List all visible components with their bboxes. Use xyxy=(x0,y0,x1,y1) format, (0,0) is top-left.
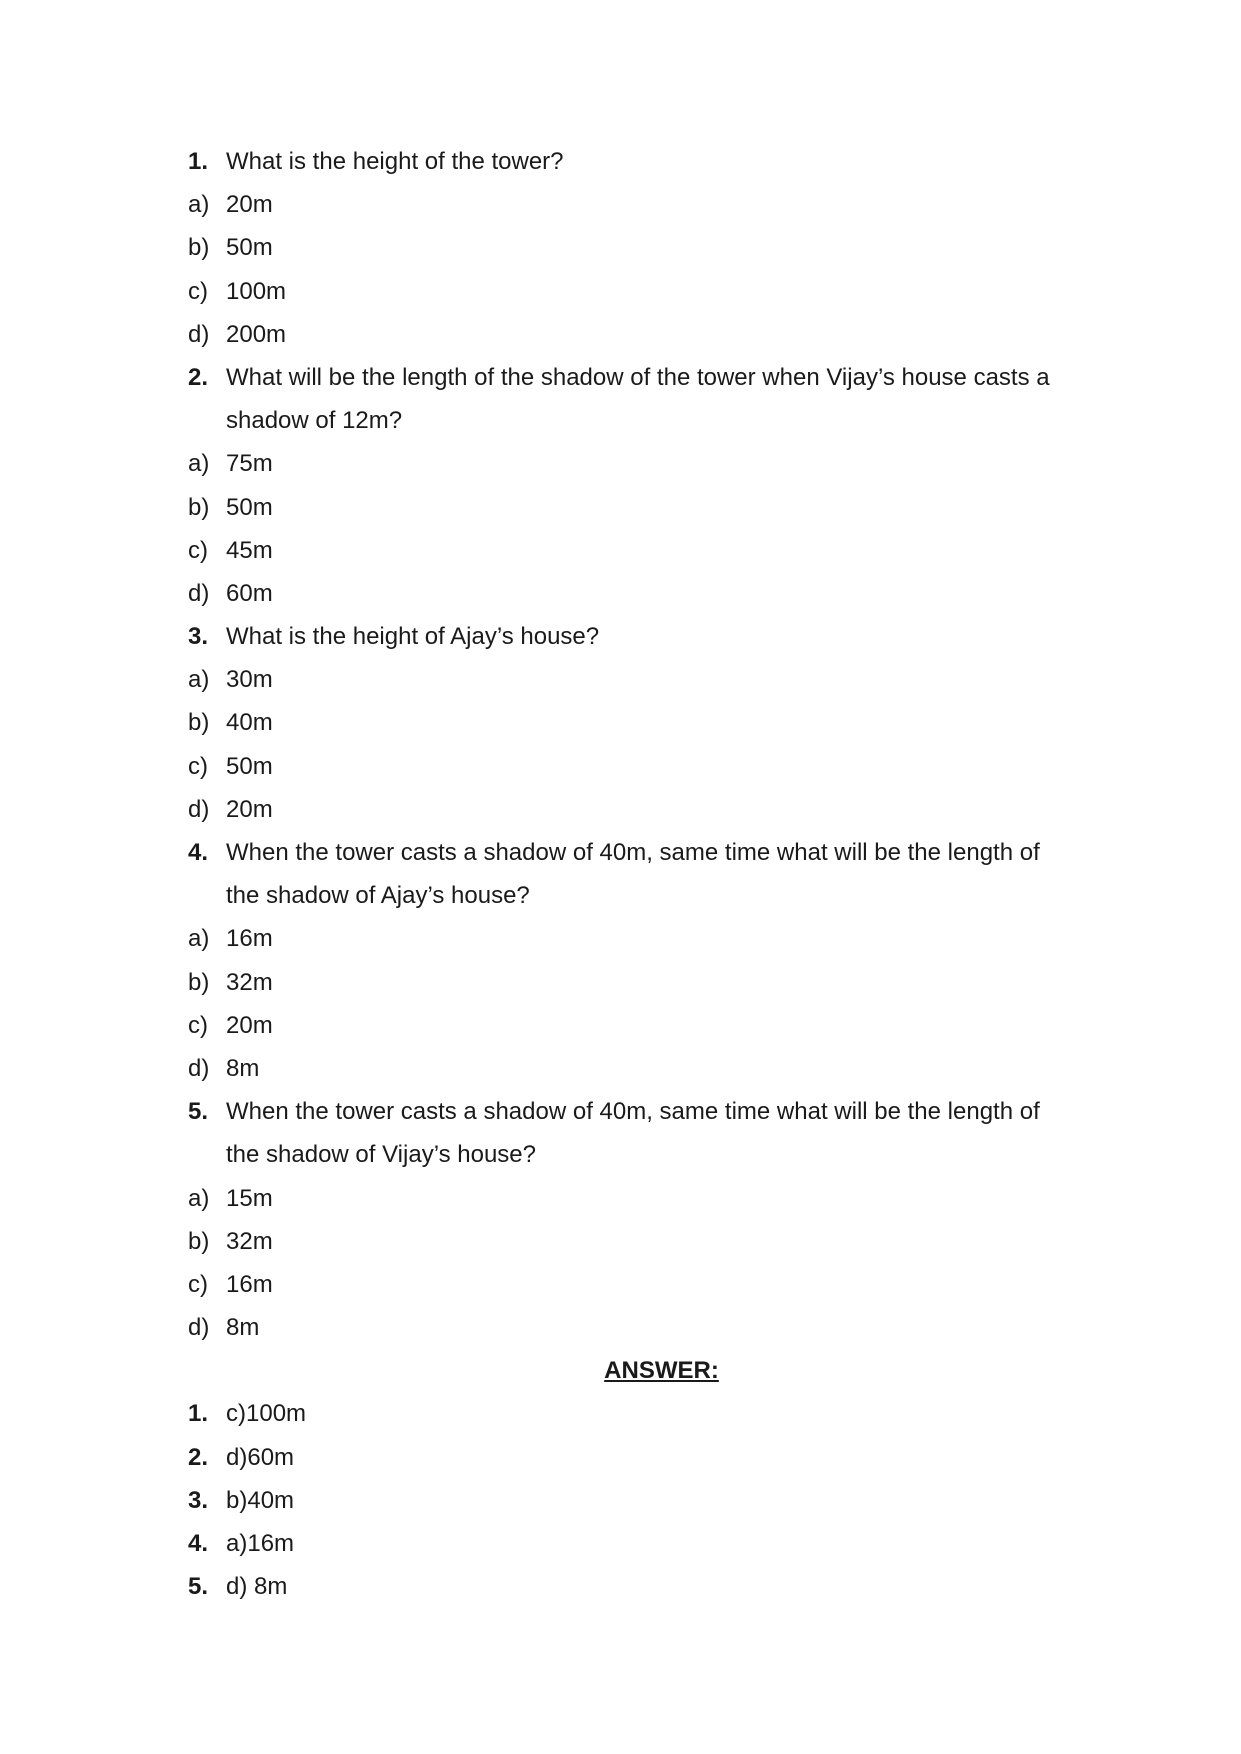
option-text: 32m xyxy=(226,968,273,996)
question-line xyxy=(0,140,1241,183)
answer-line xyxy=(0,1522,1241,1565)
option-text: 20m xyxy=(226,795,273,823)
question-line xyxy=(0,831,1241,874)
option-text: 50m xyxy=(226,234,273,262)
option-text: 8m xyxy=(226,1054,260,1082)
question-text: shadow of 12m? xyxy=(226,407,403,435)
question-list xyxy=(0,140,1241,1349)
question-text: the shadow of Vijay’s house? xyxy=(226,1141,536,1169)
option-line xyxy=(0,961,1241,1004)
question-block xyxy=(0,1090,1241,1349)
answer-number: 2. xyxy=(188,1443,209,1471)
option-letter: d) xyxy=(188,320,210,348)
question-block xyxy=(0,615,1241,831)
option-text: 16m xyxy=(226,1270,273,1298)
answer-line xyxy=(0,1392,1241,1435)
answer-number: 5. xyxy=(188,1573,209,1601)
answer-number: 1. xyxy=(188,1400,209,1428)
question-text: When the tower casts a shadow of 40m, same time what will be the length of xyxy=(226,839,1040,866)
option-letter: c) xyxy=(188,1270,208,1298)
question-block xyxy=(0,831,1241,1090)
question-block xyxy=(0,356,1241,615)
worksheet-page xyxy=(0,140,1241,1608)
option-line xyxy=(0,701,1241,744)
option-text: 75m xyxy=(226,450,273,478)
answer-text: c)100m xyxy=(226,1400,307,1428)
answer-line xyxy=(0,1479,1241,1522)
option-line xyxy=(0,1220,1241,1263)
question-line-continued xyxy=(0,874,1241,917)
question-line xyxy=(0,356,1241,399)
question-text: What is the height of the tower? xyxy=(226,148,564,175)
option-line xyxy=(0,1177,1241,1220)
answer-text: a)16m xyxy=(226,1530,295,1557)
question-block xyxy=(0,140,1241,356)
question-text: What will be the length of the shadow of the tower when Vijay’s house casts a xyxy=(226,363,1050,391)
question-line-continued xyxy=(0,399,1241,442)
option-text: 50m xyxy=(226,752,273,780)
option-text: 50m xyxy=(226,493,273,521)
question-text: What is the height of Ajay’s house? xyxy=(226,623,600,651)
option-text: 30m xyxy=(226,666,273,694)
option-letter: b) xyxy=(188,493,210,521)
question-number: 3. xyxy=(188,623,209,651)
answer-heading xyxy=(0,1349,1241,1392)
option-line xyxy=(0,1004,1241,1047)
option-letter: a) xyxy=(188,1184,210,1212)
option-letter: a) xyxy=(188,450,210,478)
option-line xyxy=(0,788,1241,831)
option-text: 20m xyxy=(226,191,273,219)
answer-number: 3. xyxy=(188,1486,209,1514)
option-text: 100m xyxy=(226,277,287,305)
option-line xyxy=(0,529,1241,572)
option-text: 15m xyxy=(226,1184,273,1212)
option-text: 20m xyxy=(226,1011,273,1039)
answer-list xyxy=(0,1392,1241,1608)
question-line-continued xyxy=(0,1133,1241,1176)
option-letter: c) xyxy=(188,1011,208,1039)
option-letter: b) xyxy=(188,968,210,996)
option-line xyxy=(0,1263,1241,1306)
question-number: 5. xyxy=(188,1098,209,1126)
answer-text: d) 8m xyxy=(226,1573,288,1601)
question-number: 1. xyxy=(188,148,209,175)
option-text: 16m xyxy=(226,925,273,953)
option-text: 200m xyxy=(226,320,287,348)
option-line xyxy=(0,917,1241,960)
answer-text: b)40m xyxy=(226,1486,295,1514)
option-line xyxy=(0,313,1241,356)
option-letter: d) xyxy=(188,579,210,607)
option-line xyxy=(0,270,1241,313)
option-line xyxy=(0,183,1241,226)
question-text: the shadow of Ajay’s house? xyxy=(226,882,530,910)
answer-heading-text: ANSWER: xyxy=(604,1357,719,1385)
option-text: 60m xyxy=(226,579,273,607)
option-letter: b) xyxy=(188,709,210,737)
question-line xyxy=(0,615,1241,658)
option-line xyxy=(0,1306,1241,1349)
option-line xyxy=(0,745,1241,788)
option-line xyxy=(0,442,1241,485)
option-letter: b) xyxy=(188,234,210,262)
option-text: 45m xyxy=(226,536,273,564)
answer-line xyxy=(0,1565,1241,1608)
option-line xyxy=(0,226,1241,269)
option-letter: a) xyxy=(188,925,210,953)
answer-number: 4. xyxy=(188,1530,209,1557)
option-letter: c) xyxy=(188,277,208,305)
option-line xyxy=(0,1047,1241,1090)
option-line xyxy=(0,486,1241,529)
option-letter: a) xyxy=(188,191,210,219)
option-line xyxy=(0,572,1241,615)
answer-line xyxy=(0,1436,1241,1479)
option-letter: a) xyxy=(188,666,210,694)
option-letter: b) xyxy=(188,1227,210,1255)
option-letter: c) xyxy=(188,536,208,564)
question-number: 2. xyxy=(188,363,209,391)
question-text: When the tower casts a shadow of 40m, same time what will be the length of xyxy=(226,1098,1040,1126)
option-letter: d) xyxy=(188,1054,210,1082)
option-text: 32m xyxy=(226,1227,273,1255)
option-letter: d) xyxy=(188,1314,210,1342)
question-number: 4. xyxy=(188,839,209,866)
option-letter: d) xyxy=(188,795,210,823)
option-line xyxy=(0,658,1241,701)
option-text: 40m xyxy=(226,709,273,737)
answer-text: d)60m xyxy=(226,1443,295,1471)
option-text: 8m xyxy=(226,1314,260,1342)
question-line xyxy=(0,1090,1241,1133)
option-letter: c) xyxy=(188,752,208,780)
